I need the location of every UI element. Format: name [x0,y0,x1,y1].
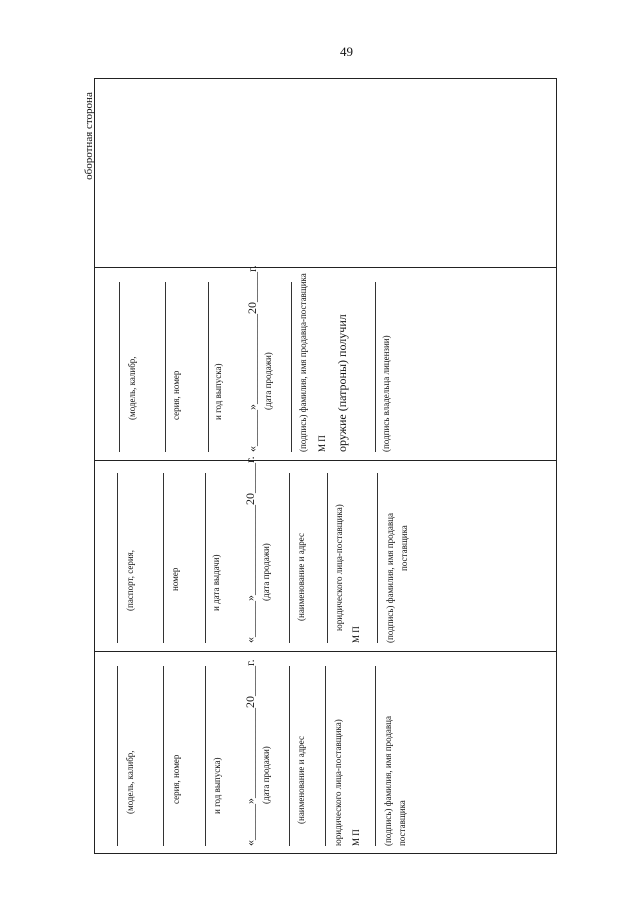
form-frame [94,78,557,854]
block1-line5: (наименование и адрес [296,736,306,824]
form-block-weapon: (модель, калибр, серия, номер и год выпуска) «______»_______________20_____г. (дата продажи) (наименование и адрес юридического лица-поставщика) М П (подпись) фамилия, имя продавца поставщика [95,652,556,854]
block1-signature: (подпись) фамилия, имя продавца [383,716,393,846]
block1-mp: М П [351,829,361,846]
block2-date-caption: (дата продажи) [261,543,271,601]
block2-mp: М П [351,626,361,643]
block2-signature: (подпись) фамилия, имя продавца [385,513,395,643]
block3-quote-open: « [245,446,259,452]
block1-line6: юридического лица-поставщика) [333,719,343,846]
block2-quote-close: » [243,595,257,601]
block2-supplier: поставщика [399,525,409,571]
block3-line1: (модель, калибр, [127,356,137,420]
block2-line2: номер [170,567,180,591]
block2-year-prefix: 20 [243,493,257,505]
side-caption-text: оборотная сторона [83,92,95,180]
block3-signature: (подпись владельца лицензии) [381,335,391,452]
block1-quote-open: « [243,840,257,846]
block1-line3: и год выпуска) [212,757,222,814]
form-block-passport: (паспорт, серия, номер и дата выдачи) «______»_______________20_____г. (дата продажи) (наименование и адрес юридического лица-поставщика) М П (подпись) фамилия, имя продавца поставщика [95,461,556,651]
block3-year-prefix: 20 [245,302,259,314]
block2-quote-open: « [243,637,257,643]
block1-line1: (модель, калибр, [125,750,135,814]
block2-line5: (наименование и адрес [296,533,306,621]
block1-quote-close: » [243,798,257,804]
block3-line3: и год выпуска) [213,363,223,420]
block2-line6: юридического лица-поставщика) [334,504,344,631]
block1-year-prefix: 20 [243,696,257,708]
block2-line3: и дата выдачи) [211,554,221,611]
block3-year-suffix: г. [245,265,259,272]
block3-line2: серия, номер [171,370,181,420]
block3-mp: М П [317,435,327,452]
block1-line2: серия, номер [171,754,181,804]
block2-year-suffix: г. [243,456,257,463]
block2-line1: (паспорт, серия, [125,549,135,611]
block1-supplier: поставщика [397,800,407,846]
page-number: 49 [340,44,353,59]
block3-line5: (подпись) фамилия, имя продавца-поставщика [298,273,308,452]
form-block-receipt: (модель, калибр, серия, номер и год выпуска) «______»_______________20_____г. (дата продажи) (подпись) фамилия, имя продавца-поставщика М П оружие (патроны) получил (подпись владельца лицензии) [95,268,556,460]
block3-quote-close: » [245,404,259,410]
block1-date-caption: (дата продажи) [261,746,271,804]
block3-date-caption: (дата продажи) [263,352,273,410]
block3-received: оружие (патроны) получил [335,314,349,452]
block1-year-suffix: г. [243,659,257,666]
